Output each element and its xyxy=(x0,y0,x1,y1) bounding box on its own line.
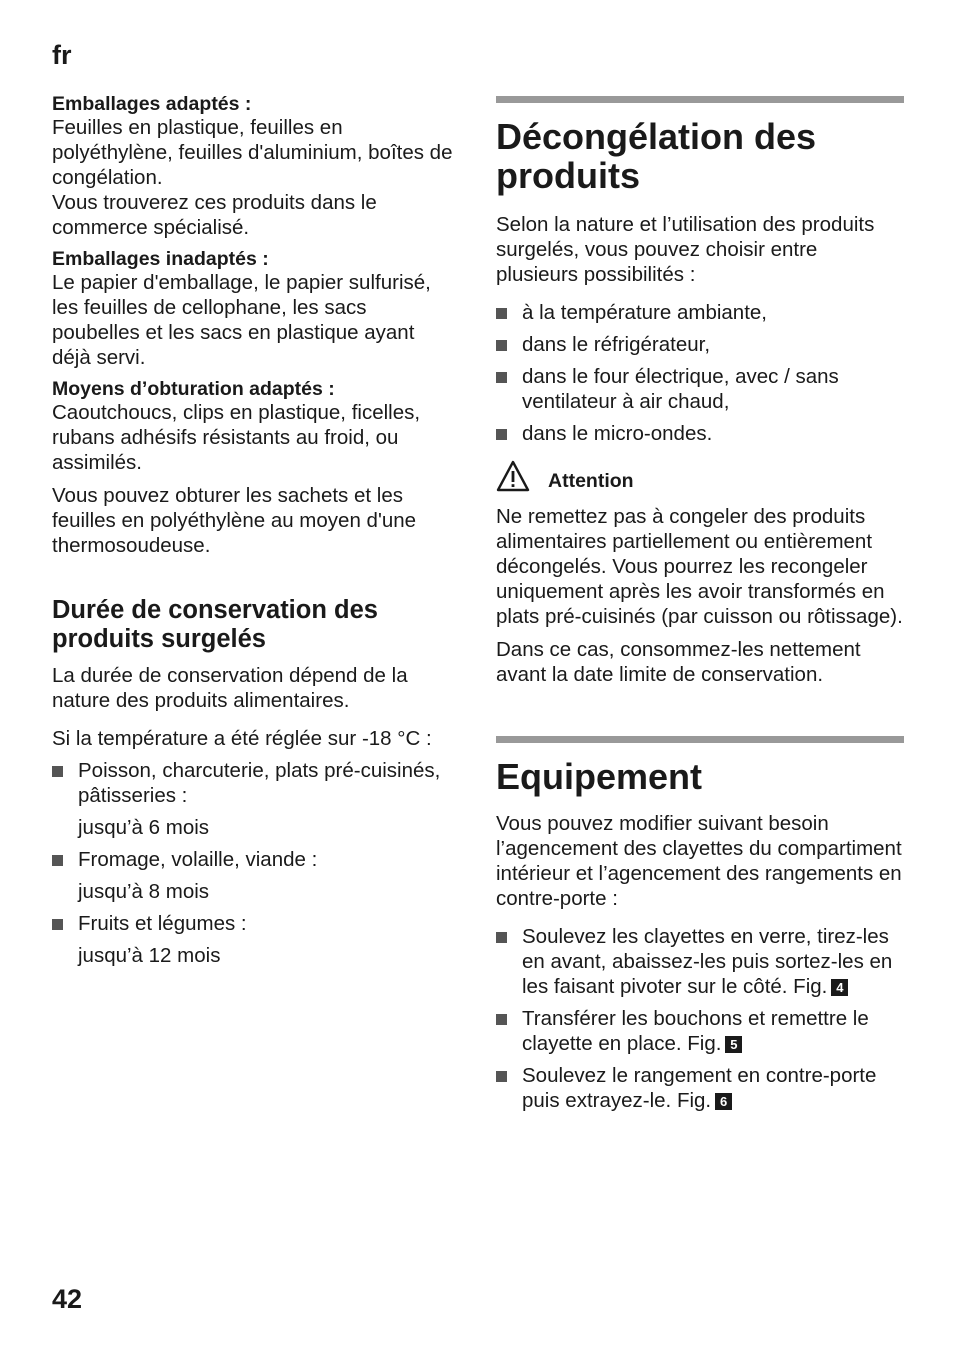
attention-notice xyxy=(496,460,904,492)
unsuitable-packaging-title: Emballages inadaptés : xyxy=(52,248,269,270)
figure-reference: 4 xyxy=(831,979,848,996)
list-item: Soulevez le rangement en contre-porte puis extrayez-le. Fig. 6 xyxy=(496,1063,904,1113)
defrost-intro: Selon la nature et l’utilisation des produits surgelés, vous pouvez choisir entre plusieurs possibilités : xyxy=(496,213,875,286)
list-item: à la température ambiante, xyxy=(496,300,904,325)
bullet-icon xyxy=(496,1014,507,1025)
list-item: Fromage, volaille, viande : xyxy=(52,847,457,872)
closure-text: Caoutchoucs, clips en plastique, ficelles, rubans adhésifs résistants au froid, ou assimilés. xyxy=(52,401,421,474)
bullet-icon xyxy=(496,372,507,383)
storage-duration-value: jusqu’à 12 mois xyxy=(78,944,221,967)
list-item: Fruits et légumes : xyxy=(52,911,457,936)
suitable-packaging-title: Emballages adaptés : xyxy=(52,93,252,115)
list-item: dans le réfrigérateur, xyxy=(496,332,904,357)
storage-temperature-text: Si la température a été réglée sur -18 °C : xyxy=(52,727,432,750)
bullet-icon xyxy=(52,766,63,777)
attention-text-2: Dans ce cas, consommez-les nettement avant la date limite de conservation. xyxy=(496,638,861,686)
bullet-icon xyxy=(52,919,63,930)
suitable-packaging-text: Feuilles en plastique, feuilles en polyéthylène, feuilles d'aluminium, boîtes de congélation. xyxy=(52,116,453,189)
list-item: dans le micro-ondes. xyxy=(496,421,904,446)
list-item: Soulevez les clayettes en verre, tirez-les en avant, abaissez-les puis sortez-les en les faisant pivoter sur le côté. Fig. 4 xyxy=(496,924,904,999)
suitable-packaging-note: Vous trouverez ces produits dans le commerce spécialisé. xyxy=(52,191,377,239)
storage-duration-text: La durée de conservation dépend de la nature des produits alimentaires. xyxy=(52,664,408,712)
bullet-icon xyxy=(496,340,507,351)
bullet-icon xyxy=(496,1071,507,1082)
equipment-intro: Vous pouvez modifier suivant besoin l’agencement des clayettes du compartiment intérieur et l’agencement des rangements en contre-porte : xyxy=(496,812,902,910)
figure-reference: 5 xyxy=(725,1036,742,1053)
section-divider xyxy=(496,96,904,103)
unsuitable-packaging-text: Le papier d'emballage, le papier sulfurisé, les feuilles de cellophane, les sacs poubelles et les sacs en plastique ayant déjà servi. xyxy=(52,271,431,369)
page-number: 42 xyxy=(52,1284,83,1314)
attention-label: Attention xyxy=(548,470,634,492)
right-column xyxy=(496,0,904,1113)
left-column xyxy=(52,0,457,968)
figure-reference: 6 xyxy=(715,1093,732,1110)
bullet-icon xyxy=(496,429,507,440)
storage-duration-value: jusqu’à 8 mois xyxy=(78,880,210,903)
equipment-list xyxy=(496,924,904,1113)
list-item: Transférer les bouchons et remettre le clayette en place. Fig. 5 xyxy=(496,1006,904,1056)
bullet-icon xyxy=(496,932,507,943)
bullet-icon xyxy=(52,855,63,866)
closure-title: Moyens d’obturation adaptés : xyxy=(52,378,335,400)
attention-text: Ne remettez pas à congeler des produits alimentaires partiellement ou entièrement décongelés. Vous pourrez les recongeler uniquement après les avoir transformés en plats pré-cuisinés (par cuisson ou rôtissage). xyxy=(496,505,903,628)
defrost-heading: Décongélation des produits xyxy=(496,116,817,196)
closure-text-2: Vous pouvez obturer les sachets et les feuilles en polyéthylène au moyen d'une thermosoudeuse. xyxy=(52,484,417,557)
list-item: dans le four électrique, avec / sans ventilateur à air chaud, xyxy=(496,364,904,414)
storage-duration-heading: Durée de conservation des produits surgelés xyxy=(52,596,378,653)
equipment-heading: Equipement xyxy=(496,756,703,797)
storage-duration-value: jusqu’à 6 mois xyxy=(78,816,210,839)
warning-icon xyxy=(496,460,530,492)
storage-list xyxy=(52,758,457,968)
defrost-list xyxy=(496,300,904,446)
section-divider xyxy=(496,736,904,743)
list-item: Poisson, charcuterie, plats pré-cuisinés, pâtisseries : xyxy=(52,758,457,808)
bullet-icon xyxy=(496,308,507,319)
language-code: fr xyxy=(52,40,72,70)
